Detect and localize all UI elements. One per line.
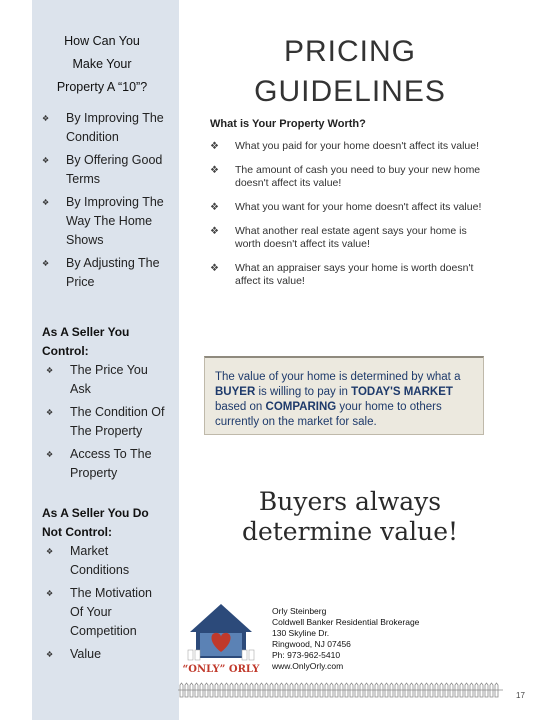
contact-info: Orly Steinberg Coldwell Banker Residential Brokerage 130 Skyline Dr. Ringwood, NJ 07456 Ph: 973-962-5410 www.OnlyOrly.com xyxy=(272,606,420,671)
control-heading: As A Seller You Control: xyxy=(42,325,130,358)
diamond-dots-icon: ❖ xyxy=(210,165,219,176)
list-item: ❖ Market Conditions xyxy=(46,544,130,577)
diamond-dots-icon: ❖ xyxy=(42,156,50,165)
page-title: PRICING GUIDELINES xyxy=(254,35,446,108)
diamond-dots-icon: ❖ xyxy=(210,263,219,274)
worth-heading: What is Your Property Worth? xyxy=(210,118,366,130)
diamond-dots-icon: ❖ xyxy=(210,226,219,237)
list-item: ❖ By Improving The Way The Home Shows xyxy=(42,195,164,247)
diamond-dots-icon: ❖ xyxy=(46,450,54,459)
diamond-dots-icon: ❖ xyxy=(42,114,50,123)
diamond-dots-icon: ❖ xyxy=(46,547,54,556)
list-item: ❖ What an appraiser says your home is worth doesn't affect its value! xyxy=(210,262,474,287)
nocontrol-list xyxy=(42,542,166,664)
diamond-dots-icon: ❖ xyxy=(210,141,219,152)
improve-list xyxy=(38,109,166,292)
list-item: ❖ What you paid for your home doesn't affect its value! xyxy=(210,140,480,152)
house-heart-logo xyxy=(180,602,262,677)
page-number: 17 xyxy=(516,691,525,700)
list-item: ❖ By Offering Good Terms xyxy=(42,153,163,186)
list-item: ❖ By Adjusting The Price xyxy=(42,256,160,289)
diamond-dots-icon: ❖ xyxy=(46,366,54,375)
sidebar-content xyxy=(38,30,166,296)
picket-fence-icon xyxy=(178,682,503,698)
value-callout: The value of your home is determined by what a BUYER is willing to pay in TODAY'S MARKET based on COMPARING your home to others currently on the market for sale. xyxy=(204,356,484,435)
list-item: ❖ Value xyxy=(42,645,166,664)
control-section xyxy=(42,323,166,487)
list-item: ❖ The amount of cash you need to buy your new home doesn't affect its value! xyxy=(210,164,481,189)
diamond-dots-icon: ❖ xyxy=(46,589,54,598)
diamond-dots-icon: ❖ xyxy=(46,408,54,417)
list-item: ❖ By Improving The Condition xyxy=(42,111,164,144)
list-item: ❖ Access To The Property xyxy=(46,447,152,480)
list-item: ❖ What another real estate agent says your home is worth doesn't affect its value! xyxy=(210,225,467,250)
worth-list xyxy=(210,140,495,299)
logo-text: “ONLY” ORLY xyxy=(182,664,260,675)
nocontrol-heading: As A Seller You Do Not Control: xyxy=(42,506,149,539)
list-item: ❖ What you want for your home doesn't affect its value! xyxy=(210,201,482,213)
buyers-statement: Buyers always determine value! xyxy=(241,487,459,546)
diamond-dots-icon: ❖ xyxy=(210,202,219,213)
diamond-dots-icon: ❖ xyxy=(42,259,50,268)
sidebar-heading: How Can You Make Your Property A “10”? xyxy=(56,34,148,94)
list-item: ❖ The Motivation Of Your Competition xyxy=(46,586,152,638)
nocontrol-section xyxy=(42,504,166,668)
diamond-dots-icon: ❖ xyxy=(46,650,54,659)
list-item: ❖ The Condition Of The Property xyxy=(46,405,165,438)
control-list xyxy=(42,361,166,483)
diamond-dots-icon: ❖ xyxy=(42,198,50,207)
list-item: ❖ The Price You Ask xyxy=(46,363,148,396)
